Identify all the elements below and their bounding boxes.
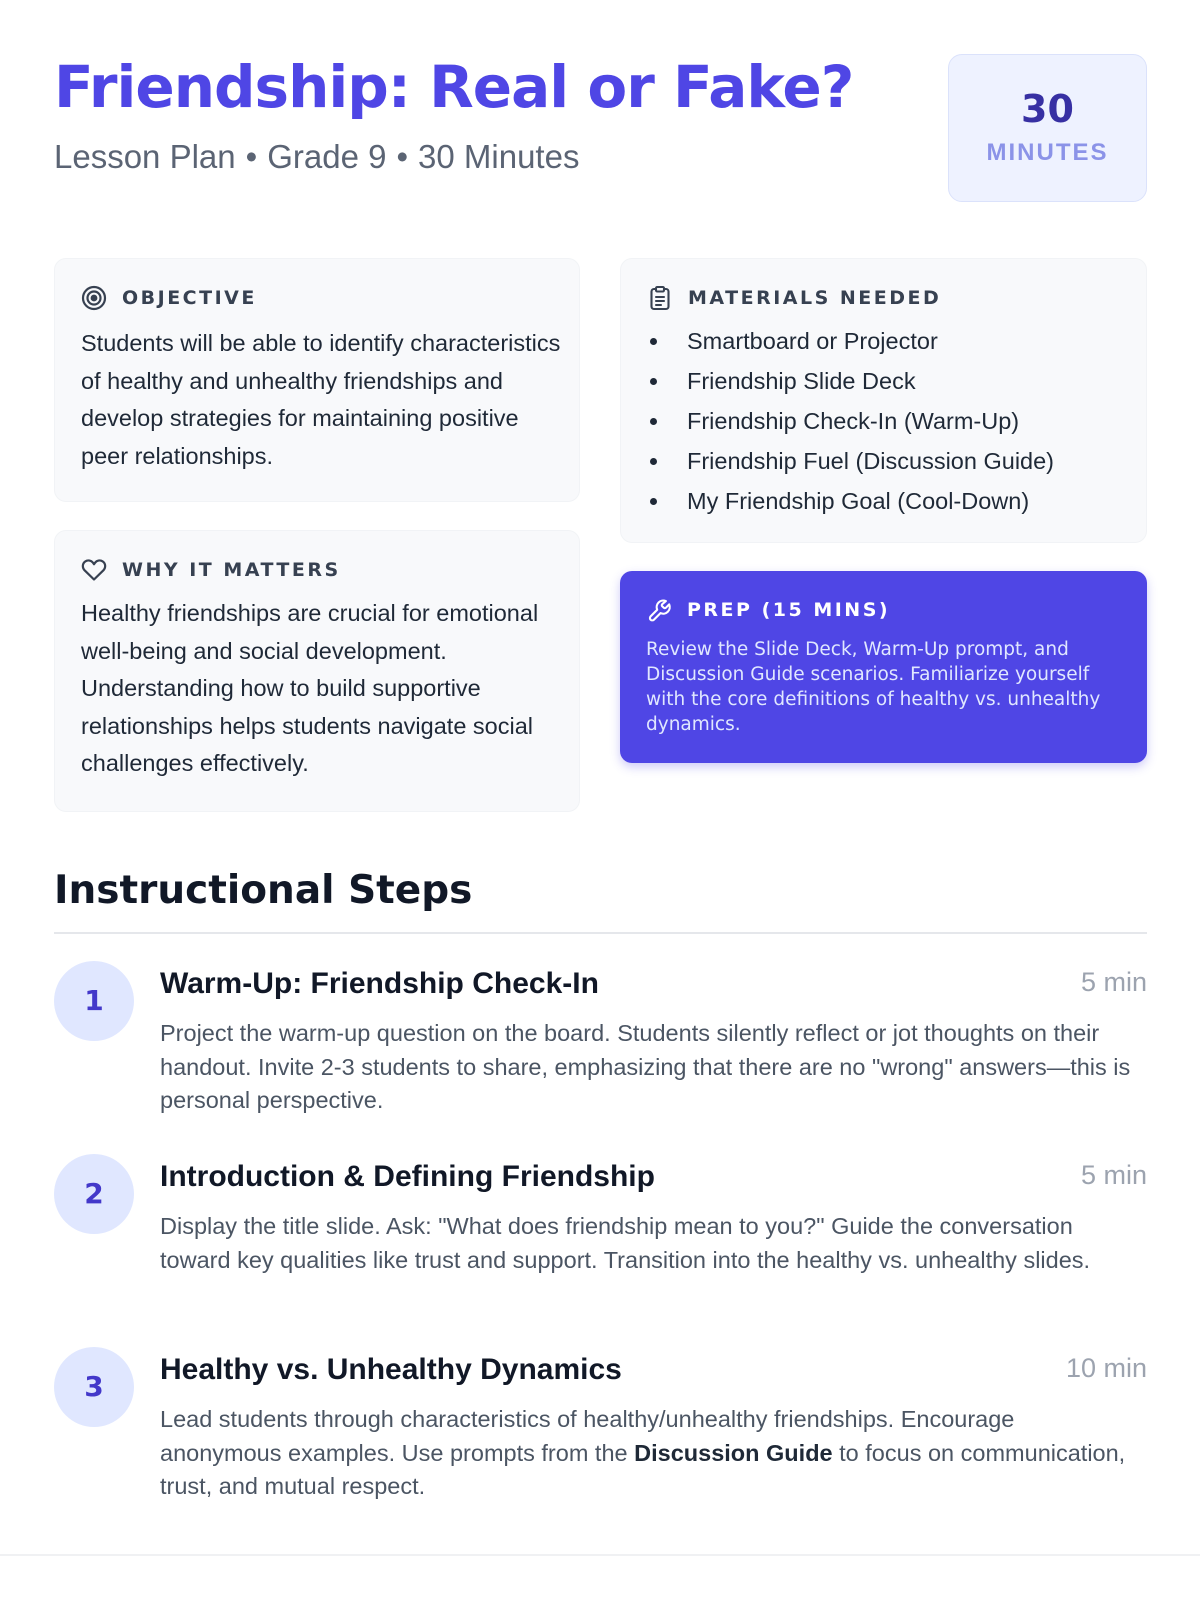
materials-header	[647, 283, 941, 313]
step-title: Healthy vs. Unhealthy Dynamics	[160, 1353, 622, 1386]
discussion-guide-reference: Discussion Guide	[634, 1439, 833, 1466]
why-it-matters-header	[81, 555, 341, 585]
prep-card	[620, 571, 1147, 763]
step-title: Introduction & Defining Friendship	[160, 1160, 655, 1193]
step-duration: 5 min	[1080, 967, 1147, 997]
bullet	[650, 378, 657, 385]
duration-value: 30	[1021, 87, 1074, 131]
step-number-badge: 3	[54, 1347, 134, 1427]
materials-label: MATERIALS NEEDED	[688, 287, 942, 309]
list-item	[647, 481, 1054, 521]
list-item	[647, 361, 1054, 401]
meta-separator: •	[245, 138, 258, 175]
step-number-badge: 1	[54, 961, 134, 1041]
material-label: Smartboard or Projector	[687, 327, 938, 354]
objective-text: Students will be able to identify characteristics of healthy and unhealthy friendships and develop strategies for maintaining positive peer relationships.	[81, 330, 561, 469]
target-icon	[81, 285, 107, 311]
section-divider	[54, 932, 1147, 934]
step-description: Display the title slide. Ask: "What does friendship mean to you?" Guide the conversation toward key qualities like trust and support. Transition into the healthy vs. unhealthy slides.	[160, 1213, 1091, 1273]
step-number-badge: 2	[54, 1154, 134, 1234]
footer-divider	[0, 1554, 1200, 1556]
prep-label: PREP (15 MINS)	[687, 599, 891, 621]
heart-icon	[81, 558, 107, 582]
list-item	[647, 321, 1054, 361]
list-item	[647, 441, 1054, 481]
page-title: Friendship: Real or Fake?	[54, 53, 854, 121]
bullet	[650, 338, 657, 345]
step-duration: 10 min	[1065, 1353, 1147, 1383]
list-item	[647, 401, 1054, 441]
objective-card	[54, 258, 580, 502]
meta-grade: Grade 9	[267, 138, 387, 175]
bullet	[650, 498, 657, 505]
why-it-matters-card	[54, 530, 580, 812]
step-description	[160, 1403, 1140, 1504]
wrench-icon	[646, 597, 672, 623]
step-description-text: Lead students through characteristics of healthy/unhealthy friendships. Encourage anonymous examples. Use prompts from the	[160, 1406, 1015, 1466]
why-it-matters-text: Healthy friendships are crucial for emotional well-being and social development. Understanding how to build supportive relationships helps students navigate social challenges effectively.	[81, 600, 539, 776]
prep-header	[646, 595, 890, 625]
why-it-matters-label: WHY IT MATTERS	[122, 559, 341, 581]
material-label: Friendship Check-In (Warm-Up)	[687, 407, 1020, 434]
bullet	[650, 458, 657, 465]
steps-section-title: Instructional Steps	[54, 868, 473, 913]
materials-list	[647, 321, 1054, 521]
step-description: Project the warm-up question on the board. Students silently reflect or jot thoughts on their handout. Invite 2-3 students to share, emphasizing that there are no "wrong" answers—this is personal perspective.	[160, 1020, 1131, 1113]
meta-type: Lesson Plan	[54, 138, 236, 175]
step-description-text: to focus on communication, trust, and mutual respect.	[160, 1439, 1126, 1499]
objective-header	[81, 283, 257, 313]
meta-separator: •	[396, 138, 409, 175]
duration-unit: MINUTES	[986, 139, 1109, 166]
duration-badge	[948, 54, 1147, 202]
materials-card	[620, 258, 1147, 543]
bullet	[650, 418, 657, 425]
prep-text: Review the Slide Deck, Warm-Up prompt, and Discussion Guide scenarios. Familiarize yourself with the core definitions of healthy vs. unhealthy dynamics.	[646, 639, 1101, 735]
step-title: Warm-Up: Friendship Check-In	[160, 967, 599, 1000]
objective-label: OBJECTIVE	[122, 287, 257, 309]
material-label: Friendship Slide Deck	[687, 367, 916, 394]
clipboard-icon	[647, 285, 673, 311]
material-label: My Friendship Goal (Cool-Down)	[687, 487, 1030, 514]
material-label: Friendship Fuel (Discussion Guide)	[687, 447, 1055, 474]
step-duration: 5 min	[1080, 1160, 1147, 1190]
lesson-meta	[54, 136, 579, 178]
meta-length: 30 Minutes	[418, 138, 580, 175]
